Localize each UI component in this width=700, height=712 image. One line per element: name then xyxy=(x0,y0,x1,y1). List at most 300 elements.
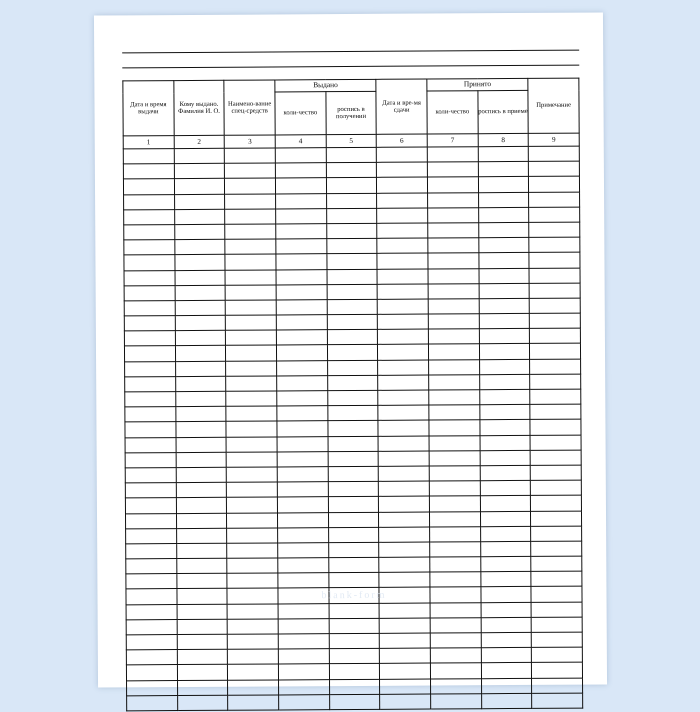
table-cell[interactable] xyxy=(328,421,379,436)
table-cell[interactable] xyxy=(379,481,430,496)
table-cell[interactable] xyxy=(225,224,276,239)
table-cell[interactable] xyxy=(175,376,226,391)
table-cell[interactable] xyxy=(430,526,481,541)
table-cell[interactable] xyxy=(532,662,583,677)
table-cell[interactable] xyxy=(177,695,228,710)
table-cell[interactable] xyxy=(429,375,480,390)
table-cell[interactable] xyxy=(379,587,430,602)
table-cell[interactable] xyxy=(228,649,279,664)
table-cell[interactable] xyxy=(379,512,430,527)
table-cell[interactable] xyxy=(123,149,174,164)
table-cell[interactable] xyxy=(276,315,327,330)
table-cell[interactable] xyxy=(278,588,329,603)
table-cell[interactable] xyxy=(277,375,328,390)
table-cell[interactable] xyxy=(177,634,228,649)
table-cell[interactable] xyxy=(378,329,429,344)
table-cell[interactable] xyxy=(176,528,227,543)
table-cell[interactable] xyxy=(175,346,226,361)
table-cell[interactable] xyxy=(329,603,380,618)
table-cell[interactable] xyxy=(226,361,277,376)
table-cell[interactable] xyxy=(175,391,226,406)
table-cell[interactable] xyxy=(529,283,580,298)
table-cell[interactable] xyxy=(529,222,580,237)
table-cell[interactable] xyxy=(479,389,530,404)
table-cell[interactable] xyxy=(228,695,279,710)
table-cell[interactable] xyxy=(276,239,327,254)
table-cell[interactable] xyxy=(378,390,429,405)
table-cell[interactable] xyxy=(124,209,175,224)
table-cell[interactable] xyxy=(481,693,532,708)
table-cell[interactable] xyxy=(328,542,379,557)
table-cell[interactable] xyxy=(377,162,428,177)
table-cell[interactable] xyxy=(530,328,581,343)
table-cell[interactable] xyxy=(175,255,226,270)
table-cell[interactable] xyxy=(126,574,177,589)
table-cell[interactable] xyxy=(326,147,377,162)
table-cell[interactable] xyxy=(328,512,379,527)
table-cell[interactable] xyxy=(326,223,377,238)
table-cell[interactable] xyxy=(427,147,478,162)
table-cell[interactable] xyxy=(327,345,378,360)
table-cell[interactable] xyxy=(174,163,225,178)
table-cell[interactable] xyxy=(377,284,428,299)
table-cell[interactable] xyxy=(175,406,226,421)
table-cell[interactable] xyxy=(429,481,480,496)
table-cell[interactable] xyxy=(176,422,227,437)
table-cell[interactable] xyxy=(227,482,278,497)
table-cell[interactable] xyxy=(327,269,378,284)
table-cell[interactable] xyxy=(275,178,326,193)
table-cell[interactable] xyxy=(125,422,176,437)
table-cell[interactable] xyxy=(176,513,227,528)
table-cell[interactable] xyxy=(328,481,379,496)
table-cell[interactable] xyxy=(228,664,279,679)
table-cell[interactable] xyxy=(228,680,279,695)
table-cell[interactable] xyxy=(124,331,175,346)
table-cell[interactable] xyxy=(125,498,176,513)
table-cell[interactable] xyxy=(276,345,327,360)
table-cell[interactable] xyxy=(531,556,582,571)
table-cell[interactable] xyxy=(380,679,431,694)
table-cell[interactable] xyxy=(125,376,176,391)
table-cell[interactable] xyxy=(480,556,531,571)
table-cell[interactable] xyxy=(276,208,327,223)
table-cell[interactable] xyxy=(428,268,479,283)
table-cell[interactable] xyxy=(126,589,177,604)
table-cell[interactable] xyxy=(225,178,276,193)
table-cell[interactable] xyxy=(329,649,380,664)
table-cell[interactable] xyxy=(174,224,225,239)
table-cell[interactable] xyxy=(177,649,228,664)
table-cell[interactable] xyxy=(174,148,225,163)
table-cell[interactable] xyxy=(427,162,478,177)
table-cell[interactable] xyxy=(225,269,276,284)
table-cell[interactable] xyxy=(276,284,327,299)
table-cell[interactable] xyxy=(479,374,530,389)
table-cell[interactable] xyxy=(277,482,328,497)
table-cell[interactable] xyxy=(177,680,228,695)
table-cell[interactable] xyxy=(278,618,329,633)
table-cell[interactable] xyxy=(478,146,529,161)
table-cell[interactable] xyxy=(226,437,277,452)
table-cell[interactable] xyxy=(480,496,531,511)
table-cell[interactable] xyxy=(329,679,380,694)
table-cell[interactable] xyxy=(227,497,278,512)
table-cell[interactable] xyxy=(430,618,481,633)
table-cell[interactable] xyxy=(328,466,379,481)
table-cell[interactable] xyxy=(127,680,178,695)
table-cell[interactable] xyxy=(479,253,530,268)
table-cell[interactable] xyxy=(124,240,175,255)
table-cell[interactable] xyxy=(277,467,328,482)
table-cell[interactable] xyxy=(378,451,429,466)
table-cell[interactable] xyxy=(226,452,277,467)
table-cell[interactable] xyxy=(125,392,176,407)
table-cell[interactable] xyxy=(278,527,329,542)
table-cell[interactable] xyxy=(226,376,277,391)
table-cell[interactable] xyxy=(327,390,378,405)
table-cell[interactable] xyxy=(378,405,429,420)
table-cell[interactable] xyxy=(529,192,580,207)
table-cell[interactable] xyxy=(378,314,429,329)
table-cell[interactable] xyxy=(225,285,276,300)
table-cell[interactable] xyxy=(530,450,581,465)
table-cell[interactable] xyxy=(378,436,429,451)
table-cell[interactable] xyxy=(227,512,278,527)
table-cell[interactable] xyxy=(123,179,174,194)
table-cell[interactable] xyxy=(177,665,228,680)
table-cell[interactable] xyxy=(480,420,531,435)
table-cell[interactable] xyxy=(126,559,177,574)
table-cell[interactable] xyxy=(531,571,582,586)
table-cell[interactable] xyxy=(479,329,530,344)
table-cell[interactable] xyxy=(531,480,582,495)
table-cell[interactable] xyxy=(530,419,581,434)
table-cell[interactable] xyxy=(126,619,177,634)
table-cell[interactable] xyxy=(379,496,430,511)
table-cell[interactable] xyxy=(377,147,428,162)
table-cell[interactable] xyxy=(225,254,276,269)
table-cell[interactable] xyxy=(327,299,378,314)
table-cell[interactable] xyxy=(277,360,328,375)
table-cell[interactable] xyxy=(380,648,431,663)
table-cell[interactable] xyxy=(227,543,278,558)
table-cell[interactable] xyxy=(177,574,228,589)
table-cell[interactable] xyxy=(276,254,327,269)
table-cell[interactable] xyxy=(276,193,327,208)
table-cell[interactable] xyxy=(531,587,582,602)
table-cell[interactable] xyxy=(478,192,529,207)
table-cell[interactable] xyxy=(428,359,479,374)
table-cell[interactable] xyxy=(326,178,377,193)
table-cell[interactable] xyxy=(479,298,530,313)
table-cell[interactable] xyxy=(175,300,226,315)
table-cell[interactable] xyxy=(124,225,175,240)
table-cell[interactable] xyxy=(174,194,225,209)
table-cell[interactable] xyxy=(431,693,482,708)
table-cell[interactable] xyxy=(478,177,529,192)
table-cell[interactable] xyxy=(532,693,583,708)
table-cell[interactable] xyxy=(174,209,225,224)
table-cell[interactable] xyxy=(127,695,178,710)
table-cell[interactable] xyxy=(531,617,582,632)
table-cell[interactable] xyxy=(125,437,176,452)
table-cell[interactable] xyxy=(529,298,580,313)
table-cell[interactable] xyxy=(177,619,228,634)
table-cell[interactable] xyxy=(124,346,175,361)
table-cell[interactable] xyxy=(278,573,329,588)
table-cell[interactable] xyxy=(429,405,480,420)
table-cell[interactable] xyxy=(176,558,227,573)
table-cell[interactable] xyxy=(228,634,279,649)
table-cell[interactable] xyxy=(126,543,177,558)
table-cell[interactable] xyxy=(227,558,278,573)
table-cell[interactable] xyxy=(480,541,531,556)
table-cell[interactable] xyxy=(327,375,378,390)
table-cell[interactable] xyxy=(278,543,329,558)
table-cell[interactable] xyxy=(480,511,531,526)
table-cell[interactable] xyxy=(125,452,176,467)
table-cell[interactable] xyxy=(480,572,531,587)
table-cell[interactable] xyxy=(428,207,479,222)
table-cell[interactable] xyxy=(430,663,481,678)
table-row[interactable] xyxy=(127,693,583,711)
table-cell[interactable] xyxy=(532,647,583,662)
table-cell[interactable] xyxy=(428,329,479,344)
table-cell[interactable] xyxy=(529,252,580,267)
table-cell[interactable] xyxy=(479,344,530,359)
table-cell[interactable] xyxy=(226,421,277,436)
table-cell[interactable] xyxy=(328,557,379,572)
table-cell[interactable] xyxy=(124,316,175,331)
table-cell[interactable] xyxy=(276,330,327,345)
table-cell[interactable] xyxy=(277,391,328,406)
table-cell[interactable] xyxy=(529,161,580,176)
table-cell[interactable] xyxy=(226,345,277,360)
table-cell[interactable] xyxy=(278,679,329,694)
table-cell[interactable] xyxy=(479,359,530,374)
table-cell[interactable] xyxy=(428,283,479,298)
table-cell[interactable] xyxy=(428,238,479,253)
table-cell[interactable] xyxy=(277,406,328,421)
table-cell[interactable] xyxy=(125,407,176,422)
table-cell[interactable] xyxy=(430,678,481,693)
table-cell[interactable] xyxy=(328,451,379,466)
table-cell[interactable] xyxy=(327,330,378,345)
table-cell[interactable] xyxy=(429,511,480,526)
table-cell[interactable] xyxy=(124,255,175,270)
table-cell[interactable] xyxy=(430,587,481,602)
table-cell[interactable] xyxy=(377,177,428,192)
table-cell[interactable] xyxy=(428,253,479,268)
table-cell[interactable] xyxy=(225,209,276,224)
table-cell[interactable] xyxy=(227,528,278,543)
table-cell[interactable] xyxy=(429,466,480,481)
table-cell[interactable] xyxy=(326,238,377,253)
table-cell[interactable] xyxy=(428,299,479,314)
table-cell[interactable] xyxy=(276,269,327,284)
table-cell[interactable] xyxy=(530,344,581,359)
table-cell[interactable] xyxy=(430,648,481,663)
table-cell[interactable] xyxy=(479,268,530,283)
table-cell[interactable] xyxy=(429,450,480,465)
table-cell[interactable] xyxy=(275,148,326,163)
table-cell[interactable] xyxy=(427,177,478,192)
table-cell[interactable] xyxy=(225,163,276,178)
table-cell[interactable] xyxy=(480,435,531,450)
table-cell[interactable] xyxy=(379,557,430,572)
table-cell[interactable] xyxy=(529,237,580,252)
table-cell[interactable] xyxy=(328,497,379,512)
table-cell[interactable] xyxy=(177,604,228,619)
table-cell[interactable] xyxy=(530,359,581,374)
table-cell[interactable] xyxy=(377,193,428,208)
table-cell[interactable] xyxy=(277,512,328,527)
table-cell[interactable] xyxy=(277,436,328,451)
table-cell[interactable] xyxy=(126,665,177,680)
table-cell[interactable] xyxy=(124,270,175,285)
table-cell[interactable] xyxy=(328,573,379,588)
table-cell[interactable] xyxy=(175,315,226,330)
table-cell[interactable] xyxy=(531,495,582,510)
table-cell[interactable] xyxy=(481,587,532,602)
table-cell[interactable] xyxy=(532,678,583,693)
table-cell[interactable] xyxy=(175,361,226,376)
table-cell[interactable] xyxy=(174,179,225,194)
table-cell[interactable] xyxy=(430,602,481,617)
table-cell[interactable] xyxy=(275,163,326,178)
table-cell[interactable] xyxy=(329,588,380,603)
table-cell[interactable] xyxy=(327,284,378,299)
table-cell[interactable] xyxy=(481,617,532,632)
table-cell[interactable] xyxy=(378,420,429,435)
table-cell[interactable] xyxy=(480,450,531,465)
table-cell[interactable] xyxy=(428,314,479,329)
table-cell[interactable] xyxy=(530,374,581,389)
table-cell[interactable] xyxy=(378,360,429,375)
table-cell[interactable] xyxy=(276,224,327,239)
table-cell[interactable] xyxy=(327,360,378,375)
table-cell[interactable] xyxy=(378,466,429,481)
table-cell[interactable] xyxy=(529,176,580,191)
table-cell[interactable] xyxy=(126,650,177,665)
table-cell[interactable] xyxy=(327,406,378,421)
table-cell[interactable] xyxy=(176,437,227,452)
table-cell[interactable] xyxy=(479,405,530,420)
table-cell[interactable] xyxy=(429,420,480,435)
table-cell[interactable] xyxy=(326,193,377,208)
table-cell[interactable] xyxy=(277,451,328,466)
table-cell[interactable] xyxy=(530,313,581,328)
table-cell[interactable] xyxy=(378,344,429,359)
table-cell[interactable] xyxy=(226,391,277,406)
table-cell[interactable] xyxy=(277,421,328,436)
table-cell[interactable] xyxy=(227,573,278,588)
table-cell[interactable] xyxy=(531,511,582,526)
table-cell[interactable] xyxy=(481,648,532,663)
table-cell[interactable] xyxy=(380,694,431,709)
table-cell[interactable] xyxy=(531,602,582,617)
table-cell[interactable] xyxy=(329,618,380,633)
table-cell[interactable] xyxy=(126,635,177,650)
table-cell[interactable] xyxy=(430,572,481,587)
table-cell[interactable] xyxy=(328,527,379,542)
table-cell[interactable] xyxy=(126,604,177,619)
table-cell[interactable] xyxy=(176,467,227,482)
table-cell[interactable] xyxy=(531,541,582,556)
table-cell[interactable] xyxy=(530,404,581,419)
table-cell[interactable] xyxy=(377,253,428,268)
table-cell[interactable] xyxy=(176,543,227,558)
table-cell[interactable] xyxy=(380,663,431,678)
table-cell[interactable] xyxy=(124,194,175,209)
table-cell[interactable] xyxy=(481,678,532,693)
table-cell[interactable] xyxy=(428,344,479,359)
table-cell[interactable] xyxy=(175,285,226,300)
table-cell[interactable] xyxy=(226,300,277,315)
table-cell[interactable] xyxy=(125,513,176,528)
table-cell[interactable] xyxy=(225,239,276,254)
table-cell[interactable] xyxy=(478,207,529,222)
table-cell[interactable] xyxy=(480,465,531,480)
table-cell[interactable] xyxy=(530,465,581,480)
table-cell[interactable] xyxy=(430,542,481,557)
table-cell[interactable] xyxy=(125,468,176,483)
table-cell[interactable] xyxy=(429,496,480,511)
table-cell[interactable] xyxy=(176,498,227,513)
table-cell[interactable] xyxy=(174,239,225,254)
table-cell[interactable] xyxy=(531,632,582,647)
table-cell[interactable] xyxy=(379,618,430,633)
table-cell[interactable] xyxy=(278,634,329,649)
table-cell[interactable] xyxy=(278,558,329,573)
table-cell[interactable] xyxy=(378,375,429,390)
table-cell[interactable] xyxy=(379,603,430,618)
table-cell[interactable] xyxy=(377,238,428,253)
table-cell[interactable] xyxy=(531,526,582,541)
table-cell[interactable] xyxy=(478,222,529,237)
table-cell[interactable] xyxy=(479,313,530,328)
table-cell[interactable] xyxy=(480,526,531,541)
table-cell[interactable] xyxy=(278,664,329,679)
table-cell[interactable] xyxy=(379,527,430,542)
table-cell[interactable] xyxy=(429,435,480,450)
table-cell[interactable] xyxy=(329,633,380,648)
table-cell[interactable] xyxy=(327,254,378,269)
table-cell[interactable] xyxy=(427,192,478,207)
table-cell[interactable] xyxy=(377,299,428,314)
table-cell[interactable] xyxy=(126,528,177,543)
table-cell[interactable] xyxy=(277,497,328,512)
table-cell[interactable] xyxy=(478,162,529,177)
table-cell[interactable] xyxy=(226,330,277,345)
table-cell[interactable] xyxy=(430,557,481,572)
table-cell[interactable] xyxy=(377,223,428,238)
table-cell[interactable] xyxy=(175,331,226,346)
table-cell[interactable] xyxy=(480,481,531,496)
table-cell[interactable] xyxy=(225,194,276,209)
table-cell[interactable] xyxy=(481,602,532,617)
table-cell[interactable] xyxy=(227,619,278,634)
table-cell[interactable] xyxy=(377,208,428,223)
table-cell[interactable] xyxy=(428,223,479,238)
table-cell[interactable] xyxy=(227,467,278,482)
table-cell[interactable] xyxy=(279,694,330,709)
table-cell[interactable] xyxy=(125,361,176,376)
table-cell[interactable] xyxy=(226,315,277,330)
table-cell[interactable] xyxy=(175,270,226,285)
table-cell[interactable] xyxy=(278,649,329,664)
